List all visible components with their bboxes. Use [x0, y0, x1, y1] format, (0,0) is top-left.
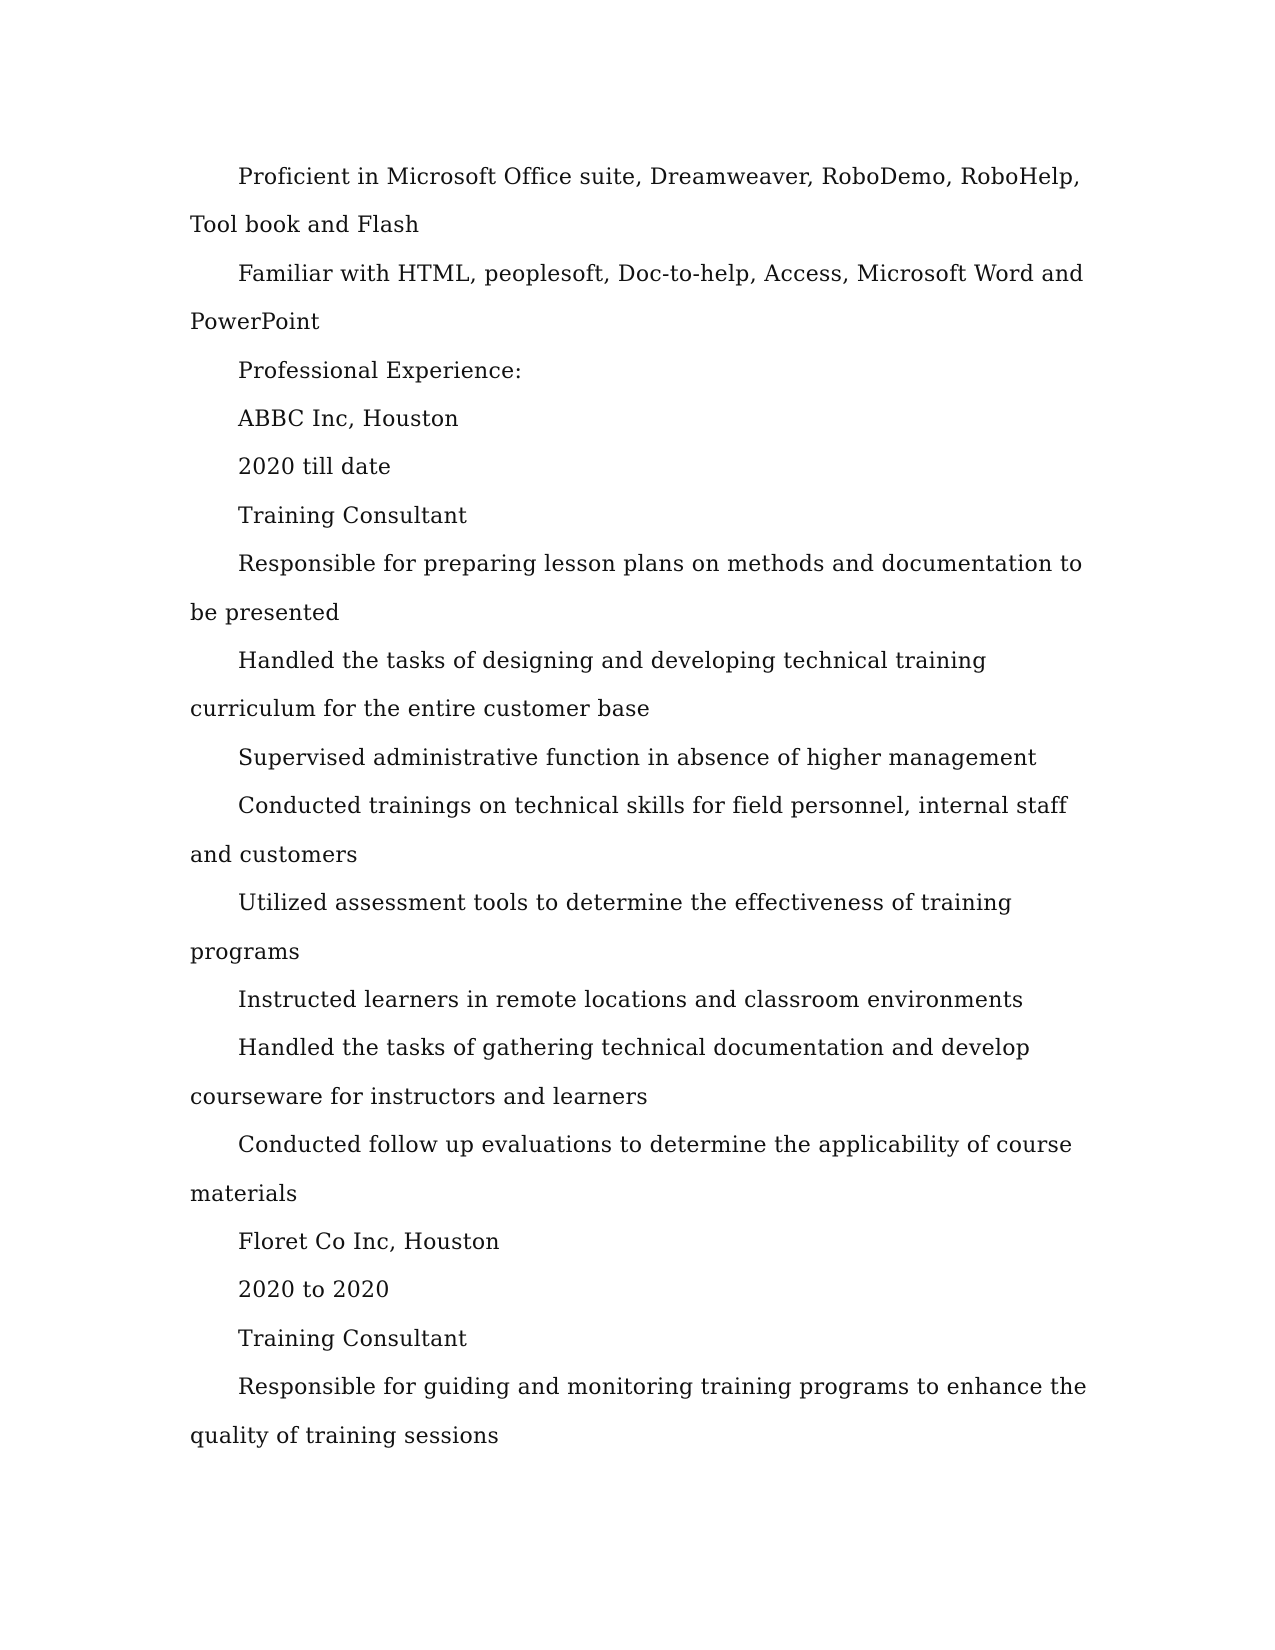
employment-dates: 2020 till date [238, 455, 392, 481]
duty-item: Responsible for guiding and monitoring training programs to enhance the quality of training sessions [190, 1375, 1087, 1449]
skills-paragraph-familiar: Familiar with HTML, peoplesoft, Doc-to-help, Access, Microsoft Word and PowerPoint [190, 261, 1084, 336]
duty-item: Handled the tasks of gathering technical documentation and develop courseware for instructors and learners [190, 1036, 1031, 1110]
duty-item: Handled the tasks of designing and developing technical training curriculum for the entire customer base [190, 649, 987, 723]
duty-item: Conducted follow up evaluations to determine the applicability of course materials [190, 1133, 1073, 1207]
job-title: Training Consultant [238, 503, 468, 529]
section-heading-experience: Professional Experience: [238, 358, 523, 384]
employer-name: Floret Co Inc, Houston [238, 1229, 500, 1255]
duty-item: Utilized assessment tools to determine the effectiveness of training programs [190, 891, 1013, 965]
duty-item: Conducted trainings on technical skills for field personnel, internal staff and customers [190, 794, 1068, 868]
duty-item: Responsible for preparing lesson plans on methods and documentation to be presented [190, 552, 1083, 626]
job-title: Training Consultant [238, 1326, 468, 1352]
duty-item: Supervised administrative function in absence of higher management [238, 745, 1037, 771]
employer-name: ABBC Inc, Houston [238, 407, 459, 433]
duty-item: Instructed learners in remote locations and classroom environments [238, 987, 1024, 1013]
employment-dates: 2020 to 2020 [238, 1278, 390, 1304]
skills-paragraph-office: Proficient in Microsoft Office suite, Dreamweaver, RoboDemo, RoboHelp, Tool book and Flash [190, 165, 1081, 239]
document-body [190, 154, 1090, 1461]
